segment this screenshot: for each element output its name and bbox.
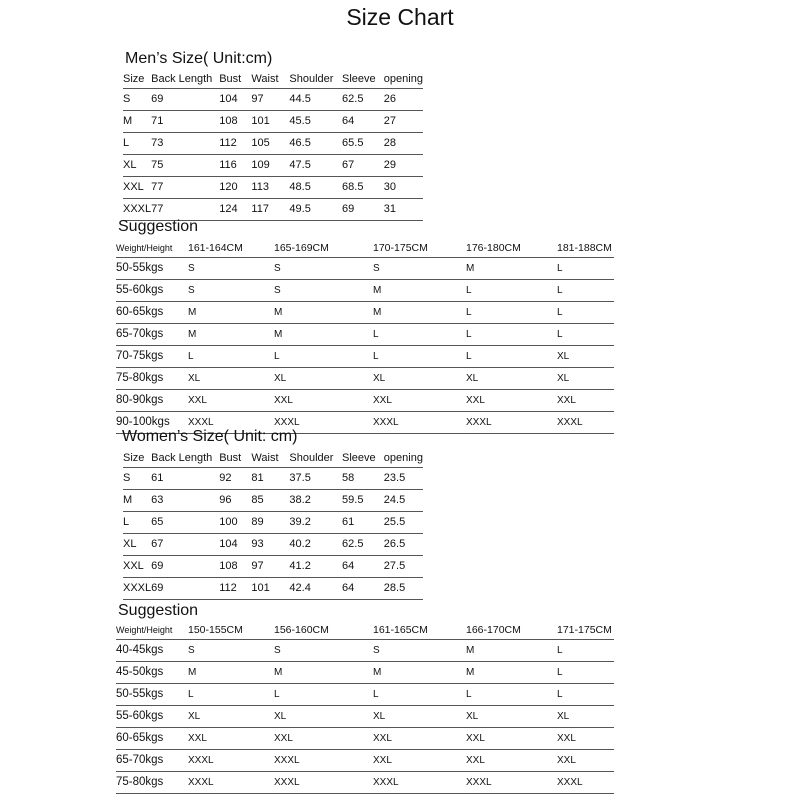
table-cell: 28.5 <box>384 578 423 600</box>
column-header: 181-188CM <box>557 240 614 258</box>
table-cell: XXXL <box>466 772 557 794</box>
table-cell: M <box>188 302 274 324</box>
table-cell: 41.2 <box>289 556 342 578</box>
table-header-row <box>123 449 423 468</box>
table-cell: M <box>373 280 466 302</box>
table-cell: XXXL <box>188 412 274 434</box>
men-size-table <box>123 70 423 221</box>
table-cell: 101 <box>251 578 289 600</box>
table-cell: 58 <box>342 468 384 490</box>
table-cell: XL <box>466 706 557 728</box>
table-row <box>116 684 614 706</box>
weight-cell: 50-55kgs <box>116 258 188 280</box>
table-cell: XXL <box>274 728 373 750</box>
table-cell: 81 <box>251 468 289 490</box>
table-cell: XXL <box>557 390 614 412</box>
table-cell: L <box>557 280 614 302</box>
table-cell: XXL <box>188 728 274 750</box>
weight-cell: 60-65kgs <box>116 302 188 324</box>
table-cell: 68.5 <box>342 177 384 199</box>
table-cell: 39.2 <box>289 512 342 534</box>
table-row <box>123 89 423 111</box>
column-header: Weight/Height <box>116 622 188 640</box>
size-cell: XL <box>123 534 151 556</box>
table-cell: 75 <box>151 155 219 177</box>
table-cell: 112 <box>219 133 251 155</box>
size-cell: XXL <box>123 177 151 199</box>
column-header: Bust <box>219 449 251 468</box>
column-header: 170-175CM <box>373 240 466 258</box>
table-cell: L <box>274 346 373 368</box>
table-cell: L <box>188 346 274 368</box>
table-cell: L <box>466 324 557 346</box>
column-header: Size <box>123 70 151 89</box>
table-cell: 49.5 <box>289 199 342 221</box>
table-cell: XXL <box>557 728 614 750</box>
table-cell: 30 <box>384 177 423 199</box>
table-cell: 101 <box>251 111 289 133</box>
table-cell: S <box>188 640 274 662</box>
table-cell: XXL <box>373 390 466 412</box>
table-cell: 23.5 <box>384 468 423 490</box>
table-cell: XL <box>557 346 614 368</box>
table-cell: XL <box>274 706 373 728</box>
table-cell: M <box>274 302 373 324</box>
table-cell: S <box>274 640 373 662</box>
table-row <box>116 662 614 684</box>
table-cell: S <box>373 640 466 662</box>
table-cell: 117 <box>251 199 289 221</box>
table-cell: S <box>188 258 274 280</box>
table-row <box>116 280 614 302</box>
table-row <box>116 640 614 662</box>
table-cell: 26 <box>384 89 423 111</box>
table-cell: XXXL <box>373 772 466 794</box>
table-header-row <box>123 70 423 89</box>
size-cell: L <box>123 133 151 155</box>
table-cell: S <box>188 280 274 302</box>
table-row <box>123 133 423 155</box>
table-cell: 93 <box>251 534 289 556</box>
table-cell: 108 <box>219 111 251 133</box>
table-row <box>123 556 423 578</box>
table-cell: 40.2 <box>289 534 342 556</box>
weight-cell: 65-70kgs <box>116 750 188 772</box>
table-cell: XXXL <box>188 772 274 794</box>
column-header: 166-170CM <box>466 622 557 640</box>
column-header: Shoulder <box>289 70 342 89</box>
table-cell: 46.5 <box>289 133 342 155</box>
weight-cell: 75-80kgs <box>116 772 188 794</box>
table-cell: 85 <box>251 490 289 512</box>
column-header: Weight/Height <box>116 240 188 258</box>
column-header: Size <box>123 449 151 468</box>
table-header-row <box>116 622 614 640</box>
column-header: 150-155CM <box>188 622 274 640</box>
table-cell: L <box>466 346 557 368</box>
column-header: Waist <box>251 70 289 89</box>
table-cell: L <box>274 684 373 706</box>
table-cell: L <box>373 346 466 368</box>
weight-cell: 70-75kgs <box>116 346 188 368</box>
weight-cell: 90-100kgs <box>116 412 188 434</box>
table-cell: 96 <box>219 490 251 512</box>
table-cell: XL <box>373 368 466 390</box>
table-cell: 104 <box>219 534 251 556</box>
column-header: opening <box>384 449 423 468</box>
table-cell: 108 <box>219 556 251 578</box>
table-cell: 62.5 <box>342 534 384 556</box>
table-row <box>123 578 423 600</box>
column-header: Bust <box>219 70 251 89</box>
table-cell: 113 <box>251 177 289 199</box>
weight-cell: 40-45kgs <box>116 640 188 662</box>
table-row <box>123 512 423 534</box>
table-row <box>123 490 423 512</box>
size-cell: S <box>123 468 151 490</box>
table-cell: 64 <box>342 578 384 600</box>
table-cell: 64 <box>342 556 384 578</box>
table-cell: 109 <box>251 155 289 177</box>
men-suggestion-title: Suggestion <box>118 218 199 235</box>
table-cell: L <box>557 662 614 684</box>
page-title: Size Chart <box>346 4 454 30</box>
table-cell: L <box>466 302 557 324</box>
table-cell: 25.5 <box>384 512 423 534</box>
table-cell: XXL <box>466 728 557 750</box>
table-cell: XXXL <box>557 412 614 434</box>
table-cell: L <box>466 684 557 706</box>
column-header: Waist <box>251 449 289 468</box>
table-cell: 59.5 <box>342 490 384 512</box>
weight-cell: 55-60kgs <box>116 280 188 302</box>
table-cell: XXXL <box>274 750 373 772</box>
table-cell: 45.5 <box>289 111 342 133</box>
table-cell: XL <box>557 368 614 390</box>
table-cell: 47.5 <box>289 155 342 177</box>
table-row <box>116 772 614 794</box>
size-cell: XXXL <box>123 578 151 600</box>
table-cell: 105 <box>251 133 289 155</box>
table-cell: L <box>373 684 466 706</box>
table-cell: XXXL <box>188 750 274 772</box>
table-cell: XXL <box>373 728 466 750</box>
table-row <box>123 155 423 177</box>
table-cell: S <box>274 258 373 280</box>
column-header: opening <box>384 70 423 89</box>
weight-cell: 75-80kgs <box>116 368 188 390</box>
table-row <box>116 302 614 324</box>
table-cell: 120 <box>219 177 251 199</box>
table-cell: 73 <box>151 133 219 155</box>
women-suggestion-title: Suggestion <box>118 602 199 619</box>
size-cell: XL <box>123 155 151 177</box>
table-cell: M <box>466 662 557 684</box>
table-cell: XXL <box>274 390 373 412</box>
table-cell: M <box>274 324 373 346</box>
table-cell: 26.5 <box>384 534 423 556</box>
women-size-title: Women’s Size( Unit: cm) <box>122 428 298 445</box>
table-cell: M <box>188 662 274 684</box>
table-cell: XXXL <box>373 412 466 434</box>
table-cell: S <box>373 258 466 280</box>
table-cell: M <box>188 324 274 346</box>
table-cell: 62.5 <box>342 89 384 111</box>
size-cell: L <box>123 512 151 534</box>
table-cell: 38.2 <box>289 490 342 512</box>
table-row <box>116 324 614 346</box>
table-cell: S <box>274 280 373 302</box>
table-row <box>116 728 614 750</box>
table-cell: 69 <box>151 556 219 578</box>
table-cell: 65 <box>151 512 219 534</box>
table-cell: 116 <box>219 155 251 177</box>
table-header-row <box>116 240 614 258</box>
size-cell: S <box>123 89 151 111</box>
table-cell: L <box>557 302 614 324</box>
table-row <box>123 468 423 490</box>
table-cell: L <box>466 280 557 302</box>
table-cell: L <box>373 324 466 346</box>
table-cell: 31 <box>384 199 423 221</box>
table-cell: 61 <box>342 512 384 534</box>
size-cell: M <box>123 490 151 512</box>
table-cell: 67 <box>342 155 384 177</box>
table-cell: XXXL <box>466 412 557 434</box>
women-size-table <box>123 449 423 600</box>
table-cell: 104 <box>219 89 251 111</box>
table-cell: XL <box>557 706 614 728</box>
table-cell: XL <box>373 706 466 728</box>
table-cell: XXL <box>466 750 557 772</box>
table-cell: 63 <box>151 490 219 512</box>
table-row <box>123 534 423 556</box>
table-cell: 100 <box>219 512 251 534</box>
table-cell: M <box>373 302 466 324</box>
weight-cell: 55-60kgs <box>116 706 188 728</box>
table-cell: XL <box>466 368 557 390</box>
men-suggestion-table <box>116 240 614 434</box>
table-cell: 42.4 <box>289 578 342 600</box>
table-cell: M <box>373 662 466 684</box>
table-cell: 48.5 <box>289 177 342 199</box>
weight-cell: 50-55kgs <box>116 684 188 706</box>
table-cell: L <box>557 684 614 706</box>
table-cell: L <box>557 258 614 280</box>
weight-cell: 65-70kgs <box>116 324 188 346</box>
table-cell: 77 <box>151 177 219 199</box>
table-cell: 28 <box>384 133 423 155</box>
table-cell: L <box>557 640 614 662</box>
table-cell: M <box>466 258 557 280</box>
table-cell: 64 <box>342 111 384 133</box>
table-cell: 27 <box>384 111 423 133</box>
table-row <box>116 258 614 280</box>
table-cell: 27.5 <box>384 556 423 578</box>
table-row <box>123 177 423 199</box>
table-row <box>116 390 614 412</box>
table-cell: XXXL <box>557 772 614 794</box>
table-cell: 97 <box>251 89 289 111</box>
size-cell: XXL <box>123 556 151 578</box>
table-cell: XL <box>274 368 373 390</box>
table-cell: XXL <box>373 750 466 772</box>
table-cell: L <box>557 324 614 346</box>
table-cell: 124 <box>219 199 251 221</box>
table-cell: 29 <box>384 155 423 177</box>
column-header: 176-180CM <box>466 240 557 258</box>
size-cell: XXXL <box>123 199 151 221</box>
weight-cell: 45-50kgs <box>116 662 188 684</box>
table-cell: L <box>188 684 274 706</box>
table-cell: 69 <box>342 199 384 221</box>
table-cell: XL <box>188 706 274 728</box>
column-header: Shoulder <box>289 449 342 468</box>
table-cell: XXL <box>188 390 274 412</box>
table-cell: 61 <box>151 468 219 490</box>
table-cell: M <box>466 640 557 662</box>
table-cell: 97 <box>251 556 289 578</box>
men-size-title: Men’s Size( Unit:cm) <box>125 50 273 67</box>
women-suggestion-table <box>116 622 614 794</box>
column-header: 171-175CM <box>557 622 614 640</box>
table-cell: 89 <box>251 512 289 534</box>
table-cell: 112 <box>219 578 251 600</box>
size-cell: M <box>123 111 151 133</box>
table-row <box>116 346 614 368</box>
column-header: 161-164CM <box>188 240 274 258</box>
table-cell: 65.5 <box>342 133 384 155</box>
column-header: 161-165CM <box>373 622 466 640</box>
column-header: 165-169CM <box>274 240 373 258</box>
table-cell: 37.5 <box>289 468 342 490</box>
weight-cell: 80-90kgs <box>116 390 188 412</box>
table-cell: 67 <box>151 534 219 556</box>
table-cell: M <box>274 662 373 684</box>
table-cell: XXXL <box>274 772 373 794</box>
column-header: Back Length <box>151 449 219 468</box>
column-header: 156-160CM <box>274 622 373 640</box>
table-cell: XXL <box>557 750 614 772</box>
table-cell: 71 <box>151 111 219 133</box>
table-cell: 69 <box>151 89 219 111</box>
table-cell: 24.5 <box>384 490 423 512</box>
table-cell: 69 <box>151 578 219 600</box>
table-row <box>116 706 614 728</box>
column-header: Sleeve <box>342 449 384 468</box>
table-cell: 77 <box>151 199 219 221</box>
table-row <box>116 368 614 390</box>
column-header: Sleeve <box>342 70 384 89</box>
table-cell: 92 <box>219 468 251 490</box>
table-cell: XXXL <box>274 412 373 434</box>
table-cell: XL <box>188 368 274 390</box>
table-cell: 44.5 <box>289 89 342 111</box>
table-cell: XXL <box>466 390 557 412</box>
table-row <box>116 750 614 772</box>
weight-cell: 60-65kgs <box>116 728 188 750</box>
column-header: Back Length <box>151 70 219 89</box>
table-row <box>123 111 423 133</box>
